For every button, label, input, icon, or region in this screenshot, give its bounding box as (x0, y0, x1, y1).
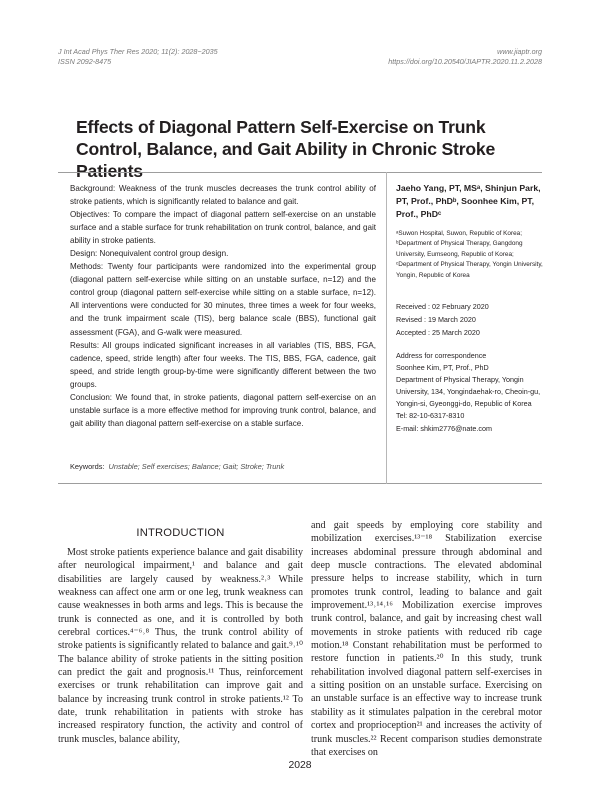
author-list: Jaeho Yang, PT, MSᵃ, Shinjun Park, PT, Prof., PhDᵇ, Soonhee Kim, PT, Prof., PhDᶜ (396, 183, 541, 219)
introduction-right-column: and gait speeds by employing core stability and mobilization exercises.¹³⁻¹⁸ Stabilization exercise increases abdominal pressure through abdominal and deep muscle contractions. The elevated abdominal pressure helps to increase stability, which in turn promotes trunk control, leading to balance and gait improvement.¹³˒¹⁴˒¹⁶ Mobilization exercise improves trunk control, balance, and gait by increasing chest wall movements in stroke patients with reduced rib cage motion.¹⁸ Constant rehabilitation must be performed to restore function in patients.²⁰ In this study, trunk rehabilitation involved diagonal pattern self-exercises in a sitting position on an unstable surface. Exercising on an unstable surface is an effective way to increase trunk stability as it stimulates palpation in the cerebral motor cortex and proprioception²¹ and increases the activity of trunk muscles.²² Recent comparison studies demonstrate that exercises on (311, 520, 542, 758)
introduction-left-column: Most stroke patients experience balance and gait disability after neurological impairment,¹ and balance and gait disabilities are largely caused by weakness.²˒³ While weakness can affect one arm or one leg, trunk weakness can cause weaknesses in both arms and legs. This is because the trunk is connected as one, and it is controlled by both cerebral cortices.⁴⁻⁶˒⁸ Thus, the trunk control ability of stroke patients is significantly related to balance and gait.⁹˒¹⁰ The balance ability of stroke patients in the sitting position can predict the gait and prognosis.¹¹ Thus, reinforcement exercises or trunk rehabilitation can improve gait and balance by increasing trunk control in stroke patients.¹² To date, trunk rehabilitation in patients with stroke has increased respiratory function, the activity and control of trunk muscles, balance ability, (58, 547, 303, 745)
affiliation-c: ᶜDepartment of Physical Therapy, Yongin University, Yongin, Republic of Korea (396, 261, 543, 279)
introduction-heading: INTRODUCTION (136, 527, 225, 539)
article-dates (396, 301, 546, 339)
abstract-conclusion: Conclusion: We found that, in stroke patients, diagonal pattern self-exercise on an unstable surface is a more effective method for improving trunk control, balance, and gait ability than diagonal pattern self-exercise on a stable surface. (70, 392, 376, 428)
journal-issn: ISSN 2092-8475 (58, 57, 112, 66)
page-number: 2028 (288, 760, 312, 771)
abstract-design: Design: Nonequivalent control group design. (70, 249, 229, 259)
affiliation-a: ᵃSuwon Hospital, Suwon, Republic of Korea; (396, 230, 522, 237)
abstract (70, 182, 376, 430)
correspondence-email[interactable]: E-mail: shkim2776@nate.com (396, 423, 492, 433)
abstract-results: Results: All groups indicated significant increases in all variables (TIS, BBS, FGA, cadence, speed, stride length) after four weeks. The TIS, BBS, FGA, cadence, gait speed, and stride length group-by-time were significantly different between the two groups. (70, 340, 376, 389)
abstract-objectives: Objectives: To compare the impact of diagonal pattern self-exercise on an unstable surface and a stable surface for trunk rehabilitation on trunk control, balance, and gait ability in stroke patients. (70, 210, 376, 246)
affiliation-b: ᵇDepartment of Physical Therapy, Gangdong University, Eumseong, Republic of Korea; (396, 240, 523, 258)
abstract-methods: Methods: Twenty four participants were randomized into the experimental group (diagonal pattern self-exercise while sitting on an unstable surface, n=12) and the control group (diagonal pattern self-exercise while sitting on a stable surface, n=12). All interventions were conducted for 30 minutes, three times a week for four weeks, and the trunk impairment scale (TIS), berg balance scale (BBS), functional gait assessment (FGA), and G-walk were measured. (70, 262, 376, 337)
article-title: Effects of Diagonal Pattern Self-Exercise on Trunk Control, Balance, and Gait Ability in Chronic Stroke Patients (76, 117, 496, 181)
journal-header-left (58, 47, 218, 67)
correspondence (396, 350, 546, 435)
correspondence-address: Department of Physical Therapy, Yongin University, 134, Yongindaehak-ro, Cheoin-gu, Yongin-si, Gyeonggi-do, Republic of Korea (396, 375, 541, 409)
abstract-column-divider (386, 172, 387, 484)
abstract-background: Background: Weakness of the trunk muscles decreases the trunk control ability of stroke patients, which is significantly related to balance and gait. (70, 184, 376, 207)
journal-website-link[interactable]: www.jiaptr.org (497, 47, 542, 56)
keywords-values: Unstable; Self exercises; Balance; Gait; Stroke; Trunk (108, 462, 285, 471)
doi-link[interactable]: https://doi.org/10.20540/JIAPTR.2020.11.2.2028 (388, 57, 542, 66)
affiliations (396, 229, 546, 281)
correspondence-heading: Address for correspondence (396, 351, 487, 360)
journal-citation: J Int Acad Phys Ther Res 2020; 11(2): 2028~2035 (58, 47, 218, 56)
correspondence-name: Soonhee Kim, PT, Prof., PhD (396, 363, 489, 373)
keywords (70, 462, 284, 472)
keywords-label: Keywords: (70, 462, 105, 471)
journal-header-right (388, 47, 542, 67)
received-date: Received : 02 February 2020 (396, 302, 489, 311)
correspondence-tel: Tel: 82-10-6317-8310 (396, 411, 465, 421)
revised-date: Revised : 19 March 2020 (396, 314, 476, 324)
accepted-date: Accepted : 25 March 2020 (396, 327, 480, 337)
